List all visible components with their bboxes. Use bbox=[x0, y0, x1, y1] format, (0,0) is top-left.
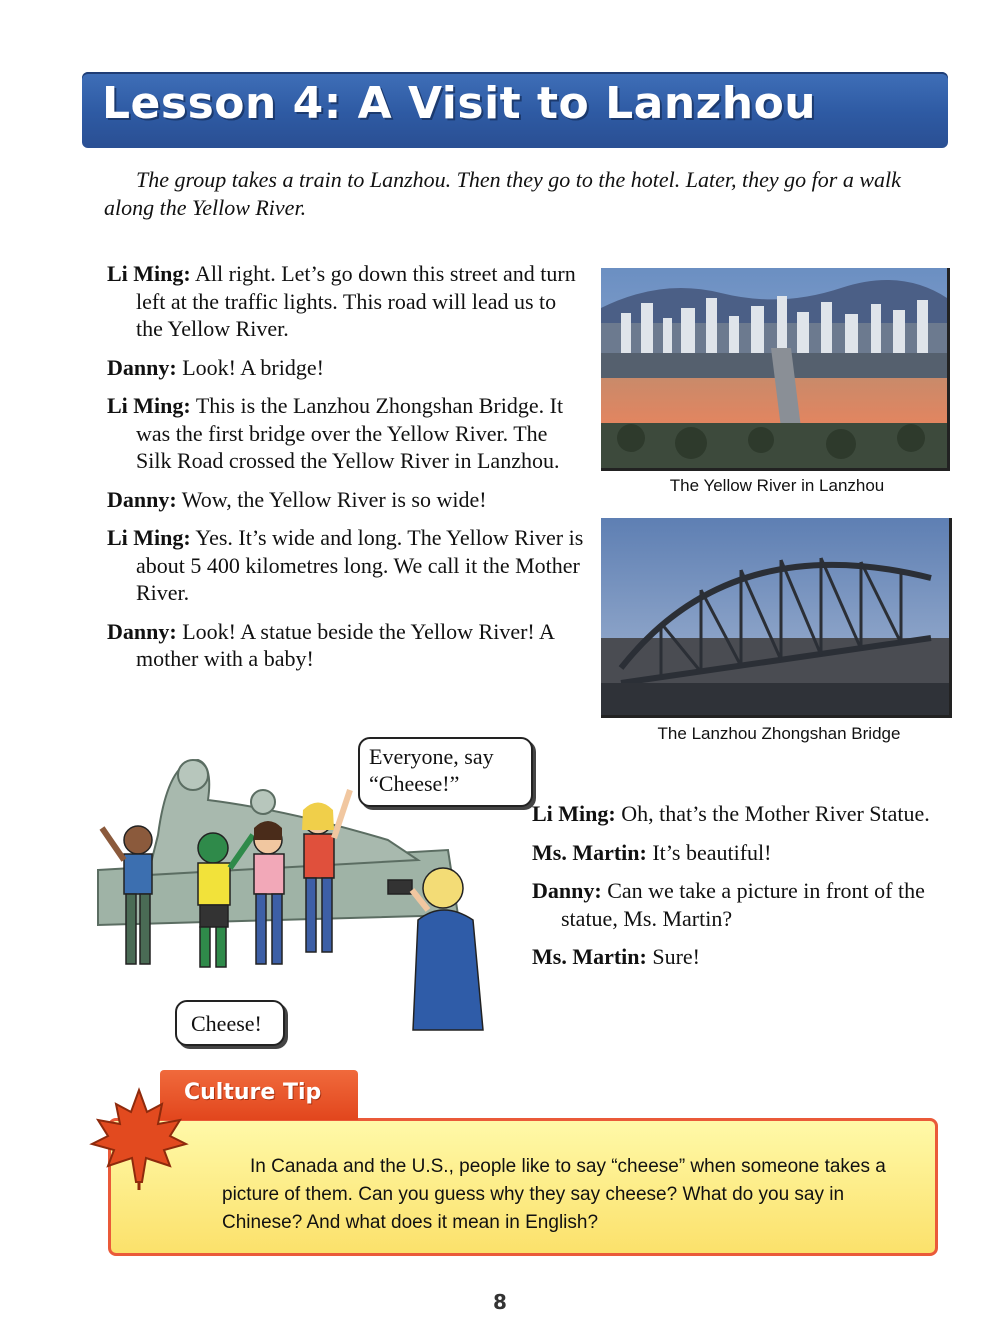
dialogue-line bbox=[532, 839, 972, 867]
dialogue-line bbox=[532, 877, 972, 932]
speaker: Li Ming: bbox=[532, 801, 616, 826]
bubble-line: Everyone, say bbox=[369, 744, 494, 769]
dialogue-line bbox=[532, 800, 972, 828]
speaker: Danny: bbox=[107, 618, 177, 644]
speaker: Danny: bbox=[107, 486, 177, 512]
line-text: Yes. It’s wide and long. The Yellow River is about 5 400 kilometres long. We call it the Mother River. bbox=[136, 525, 584, 605]
speaker: Danny: bbox=[107, 354, 177, 380]
line-text: All right. Let’s go down this street and turn left at the traffic lights. This road will lead us to the Yellow River. bbox=[136, 261, 576, 341]
speaker: Ms. Martin: bbox=[532, 944, 647, 969]
dialogue-line bbox=[107, 486, 585, 514]
dialogue-line bbox=[107, 354, 585, 382]
line-text: Wow, the Yellow River is so wide! bbox=[181, 486, 487, 512]
bubble-line: “Cheese!” bbox=[369, 771, 460, 796]
dialogue-line bbox=[532, 943, 972, 971]
speaker: Ms. Martin: bbox=[532, 839, 647, 865]
speech-bubble-everyone bbox=[358, 737, 533, 807]
dialogue-left bbox=[107, 260, 585, 684]
culture-tip-text: In Canada and the U.S., people like to say “cheese” when someone takes a picture of them. Can you guess why they say cheese? What do you say in Chinese? And what does it mean in English? bbox=[222, 1156, 886, 1233]
speaker: Danny: bbox=[532, 878, 602, 903]
culture-tip-title: Culture Tip bbox=[184, 1080, 322, 1105]
yellow-river-photo bbox=[601, 268, 950, 471]
maple-leaf-icon bbox=[84, 1082, 194, 1192]
zhongshan-bridge-photo bbox=[601, 518, 952, 718]
speaker: Li Ming: bbox=[107, 525, 191, 550]
line-text: Oh, that’s the Mother River Statue. bbox=[621, 801, 930, 826]
speaker: Li Ming: bbox=[107, 393, 191, 418]
line-text: It’s beautiful! bbox=[652, 839, 772, 865]
dialogue-line bbox=[107, 392, 585, 475]
line-text: Sure! bbox=[652, 944, 701, 969]
speech-bubble-cheese: Cheese! bbox=[175, 1000, 285, 1046]
line-text: This is the Lanzhou Zhongshan Bridge. It was the first bridge over the Yellow River. The Silk Road crossed the Yellow River in Lanzhou. bbox=[136, 393, 564, 473]
page-number: 8 bbox=[493, 1290, 507, 1314]
photo2-caption: The Lanzhou Zhongshan Bridge bbox=[657, 724, 901, 743]
line-text: Can we take a picture in front of the statue, Ms. Martin? bbox=[561, 878, 925, 931]
dialogue-right bbox=[532, 800, 972, 982]
line-text: Look! A statue beside the Yellow River! A mother with a baby! bbox=[136, 618, 554, 671]
dialogue-line bbox=[107, 260, 585, 343]
dialogue-line bbox=[107, 618, 585, 673]
lesson-title: Lesson 4: A Visit to Lanzhou bbox=[102, 78, 817, 129]
lesson-intro: The group takes a train to Lanzhou. Then they go to the hotel. Later, they go for a walk along the Yellow River. bbox=[104, 167, 901, 220]
photo1-caption: The Yellow River in Lanzhou bbox=[669, 476, 885, 495]
line-text: Look! A bridge! bbox=[182, 354, 324, 380]
dialogue-line bbox=[107, 524, 585, 607]
speaker: Li Ming: bbox=[107, 261, 191, 286]
